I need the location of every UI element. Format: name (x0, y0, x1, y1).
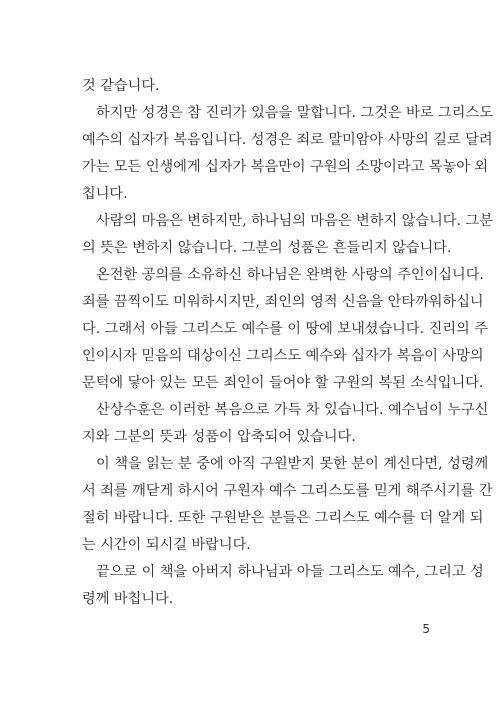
text-line: 는 시간이 되시길 바랍니다. (82, 537, 251, 553)
text-line: 하지만 성경은 참 진리가 있음을 말합니다. 그것은 바로 그리스도 (96, 105, 493, 121)
paragraph-1 (82, 73, 427, 100)
text-line: 의 뜻은 변하지 않습니다. 그분의 성품은 흔들리지 않습니다. (82, 240, 452, 256)
paragraph-2 (82, 100, 493, 208)
text-line: 서 죄를 깨닫게 하시어 구원자 예수 그리스도를 믿게 해주시기를 간 (82, 483, 493, 499)
paragraph-4 (82, 262, 488, 397)
text-line: 인이시자 믿음의 대상이신 그리스도 예수와 십자가 복음이 사망의 (82, 348, 484, 364)
text-line: 산상수훈은 이러한 복음으로 가득 차 있습니다. 예수님이 누구신 (96, 402, 489, 418)
paragraph-7 (82, 559, 484, 613)
page-number: 5 (422, 622, 430, 636)
text-line: 것 같습니다. (82, 78, 160, 94)
text-line: 사람의 마음은 변하지만, 하나님의 마음은 변하지 않습니다. 그분 (96, 213, 493, 229)
text-line: 죄를 끔찍이도 미워하시지만, 죄인의 영적 신음을 안타까워하십니 (82, 294, 484, 310)
body-text (82, 73, 493, 613)
text-line: 다. 그래서 아들 그리스도 예수를 이 땅에 보내셨습니다. 진리의 주 (82, 321, 488, 337)
paragraph-6 (82, 451, 493, 559)
text-line: 온전한 공의를 소유하신 하나님은 완벽한 사랑의 주인이십니다. (96, 267, 484, 283)
paragraph-3 (82, 208, 493, 262)
text-line: 지와 그분의 뜻과 성품이 압축되어 있습니다. (82, 429, 356, 445)
paragraph-5 (82, 397, 489, 451)
text-line: 가는 모든 인생에게 십자가 복음만이 구원의 소망이라고 목놓아 외 (82, 159, 489, 175)
text-line: 칩니다. (82, 186, 128, 202)
text-line: 끝으로 이 책을 아버지 하나님과 아들 그리스도 예수, 그리고 성 (96, 564, 484, 580)
text-line: 이 책을 읽는 분 중에 아직 구원받지 못한 분이 계신다면, 성령께 (96, 456, 489, 472)
text-line: 령께 바칩니다. (82, 591, 174, 607)
text-line: 절히 바랍니다. 또한 구원받은 분들은 그리스도 예수를 더 알게 되 (82, 510, 484, 526)
text-line: 예수의 십자가 복음입니다. 성경은 죄로 말미암아 사망의 길로 달려 (82, 132, 493, 148)
text-line: 문턱에 닿아 있는 모든 죄인이 들어야 할 구원의 복된 소식입니다. (82, 375, 484, 391)
